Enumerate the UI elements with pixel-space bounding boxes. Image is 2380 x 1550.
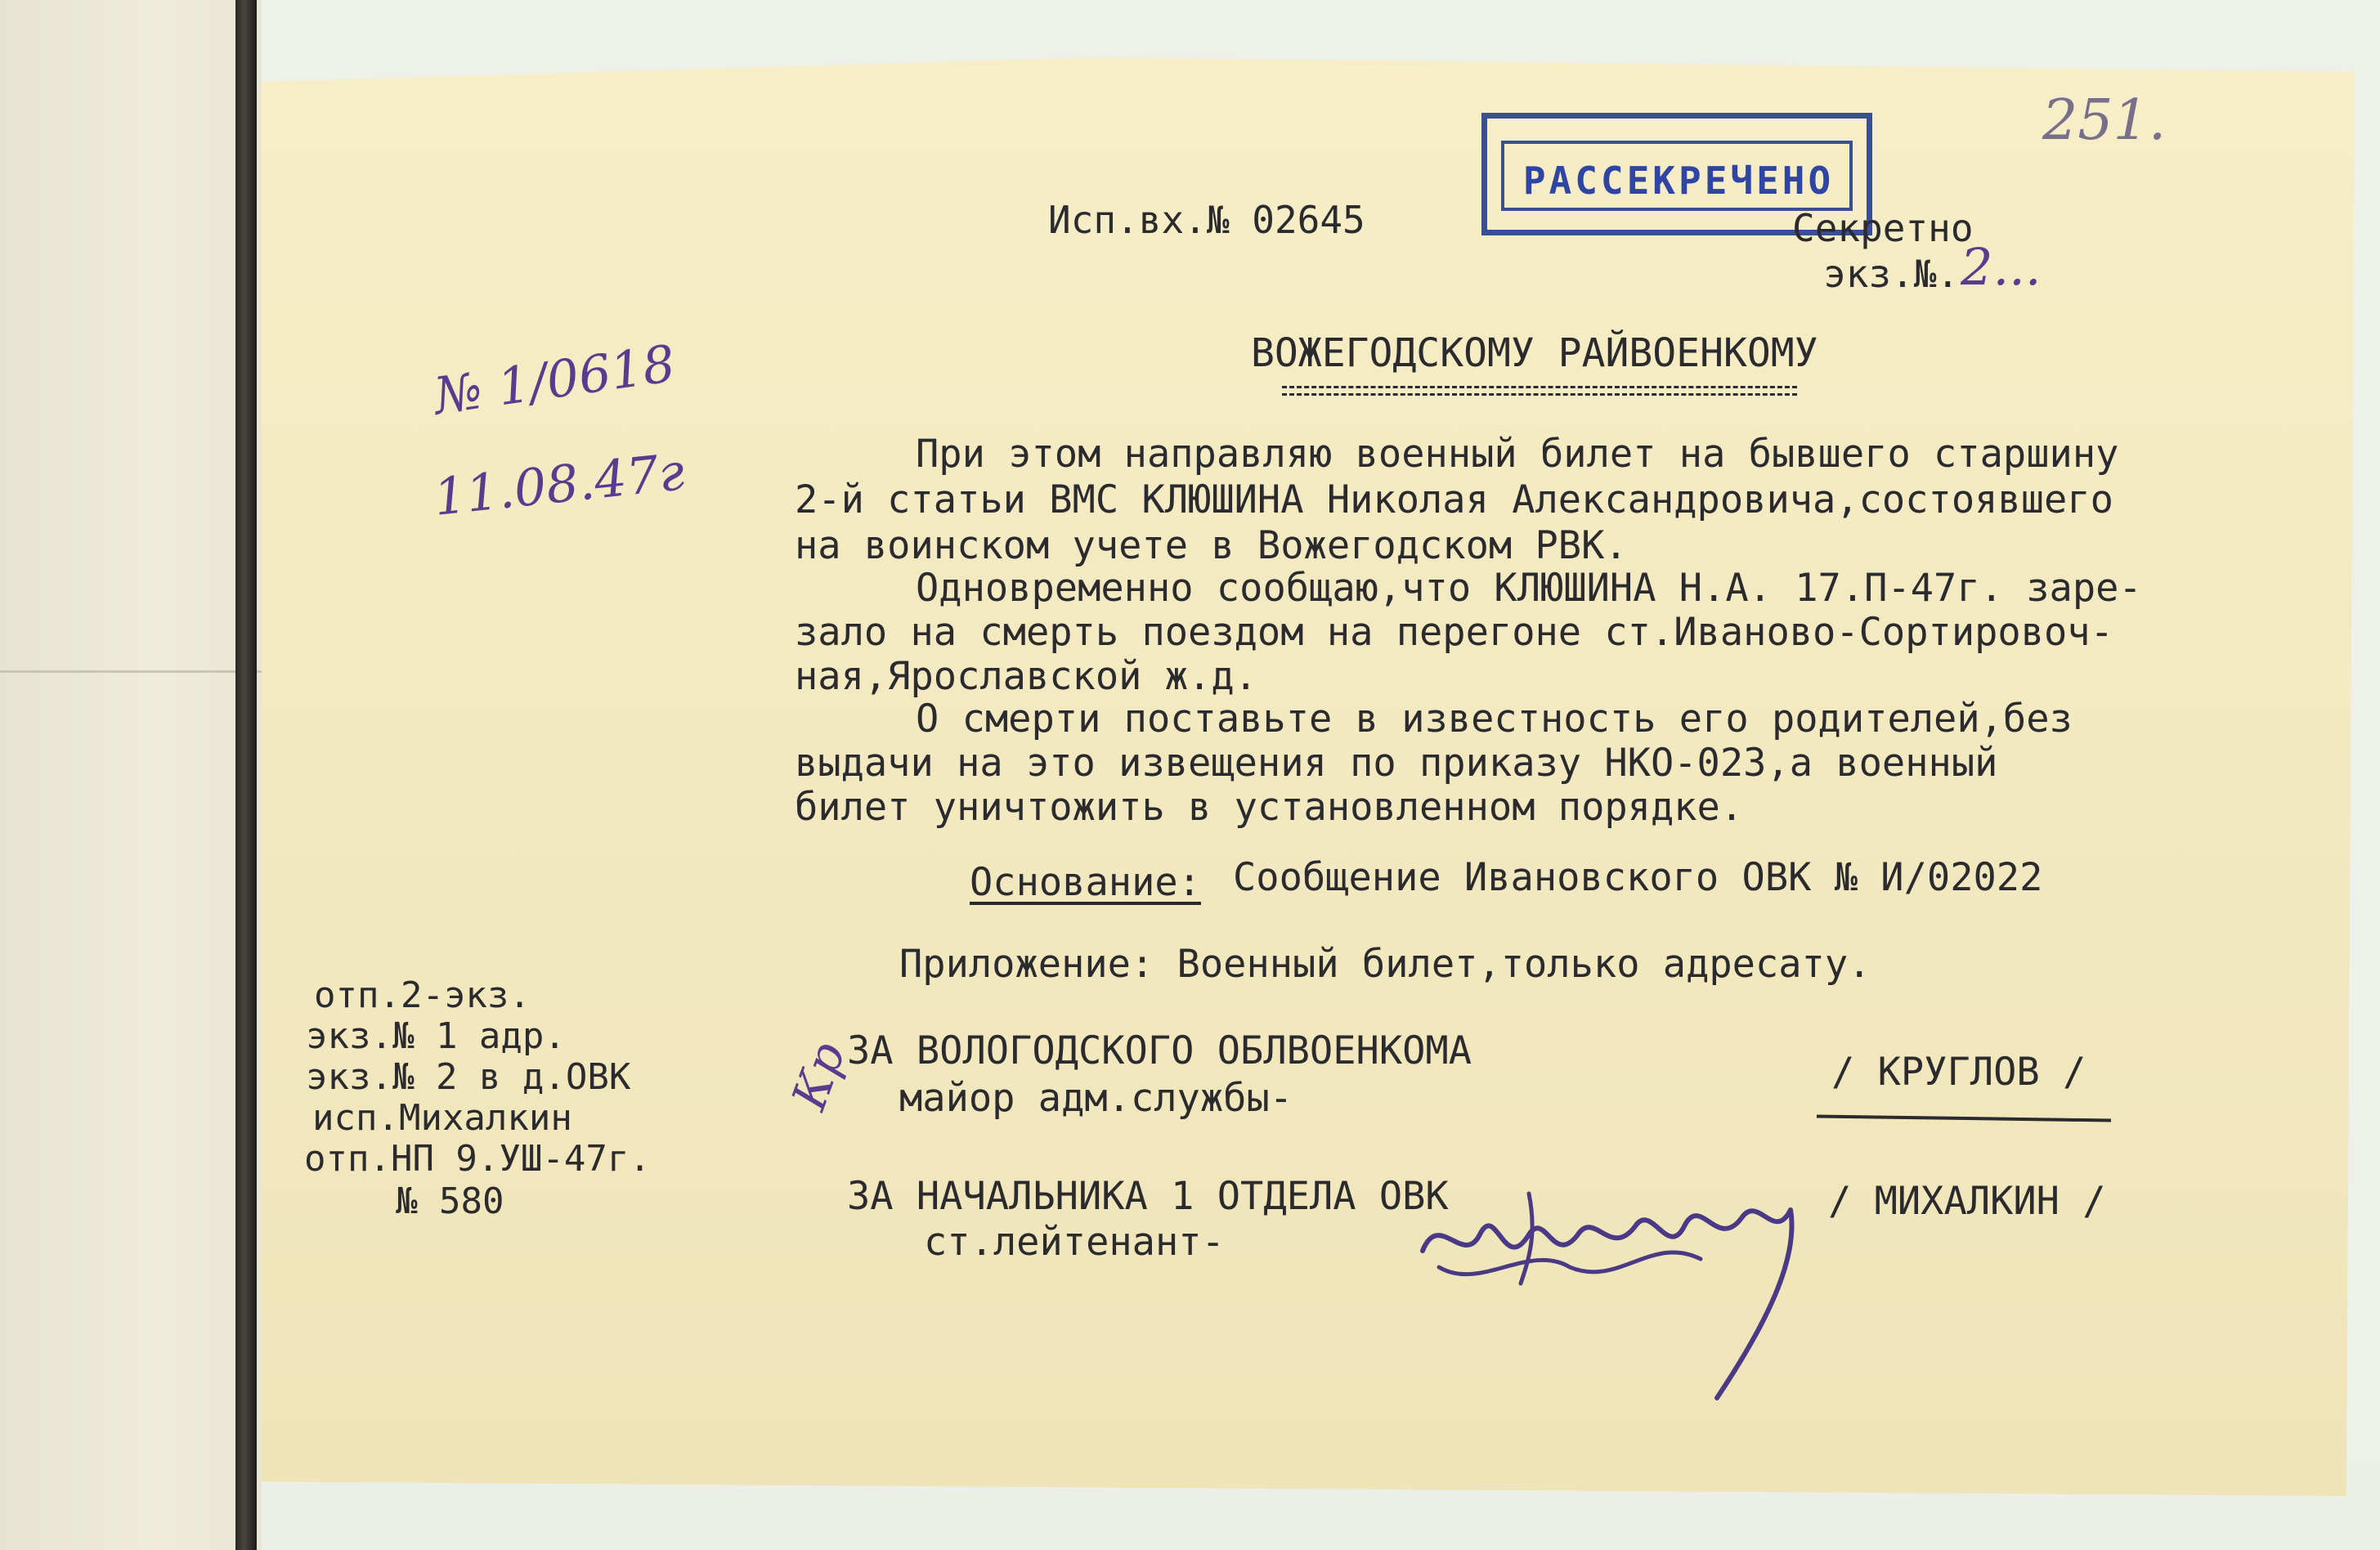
distribution-note: экз.№ 1 адр. (306, 1015, 566, 1057)
copy-number-value: 2... (1961, 237, 2042, 297)
copy-number-label: экз.№. (1823, 252, 1960, 296)
body-line: на воинском учете в Вожегодском РВК. (795, 523, 1628, 568)
book-binding (235, 0, 257, 1550)
classification: Секретно (1792, 206, 1974, 250)
signature-for-line: ЗА НАЧАЛЬНИКА 1 ОТДЕЛА ОВК (847, 1174, 1449, 1219)
distribution-note: исп.Михалкин (312, 1097, 572, 1139)
left-book-page (0, 0, 262, 1550)
body-line: ная,Ярославской ж.д. (795, 654, 1257, 699)
archive-page-number: 251. (2042, 88, 2167, 153)
initials-mark: Кр (781, 1034, 856, 1118)
page-crease (0, 670, 262, 673)
declassified-stamp-label: РАССЕКРЕЧЕНО (1522, 159, 1835, 203)
signature-rank: майор адм.службы- (899, 1076, 1293, 1121)
distribution-note: отп.2-экз. (314, 974, 531, 1016)
body-line: выдачи на это извещения по приказу НКО-023,а военный (795, 741, 1998, 786)
distribution-note: экз.№ 2 в д.ОВК (306, 1056, 631, 1098)
signature-for-line: ЗА ВОЛОГОДСКОГО ОБЛВОЕНКОМА (847, 1028, 1472, 1073)
handwritten-registration-date: 11.08.47г (431, 441, 688, 527)
body-line: зало на смерть поездом на перегоне ст.Иваново-Сортировоч- (795, 610, 2113, 655)
signature-rank: ст.лейтенант- (924, 1220, 1225, 1265)
handwritten-registration-number: № 1/0618 (430, 333, 679, 427)
addressee-underline (1282, 386, 1797, 396)
body-line: Одновременно сообщаю,что КЛЮШИНА Н.А. 17.П-47г. заре- (916, 566, 2142, 611)
body-line: При этом направляю военный билет на бывшего старшину (916, 432, 2119, 477)
basis-text: Сообщение Ивановского ОВК № И/02022 (1233, 855, 2043, 900)
attachment: Приложение: Военный билет,только адресату. (899, 942, 1871, 987)
body-line: 2-й статьи ВМС КЛЮШИНА Николая Александровича,состоявшего (795, 477, 2113, 522)
body-line: билет уничтожить в установленном порядке. (795, 785, 1744, 830)
signatory-name: / КРУГЛОВ / (1831, 1050, 2086, 1095)
distribution-note: № 580 (396, 1180, 504, 1222)
addressee: ВОЖЕГОДСКОМУ РАЙВОЕНКОМУ (1251, 330, 1818, 376)
signatory-name: / МИХАЛКИН / (1828, 1179, 2106, 1224)
body-line: О смерти поставьте в известность его родителей,без (916, 697, 2073, 741)
distribution-note: отп.НП 9.УШ-47г. (304, 1138, 651, 1180)
outgoing-number: Исп.вх.№ 02645 (1048, 198, 1365, 242)
basis-label: Основание: (970, 860, 1201, 905)
handwritten-signature (1406, 1145, 1831, 1422)
